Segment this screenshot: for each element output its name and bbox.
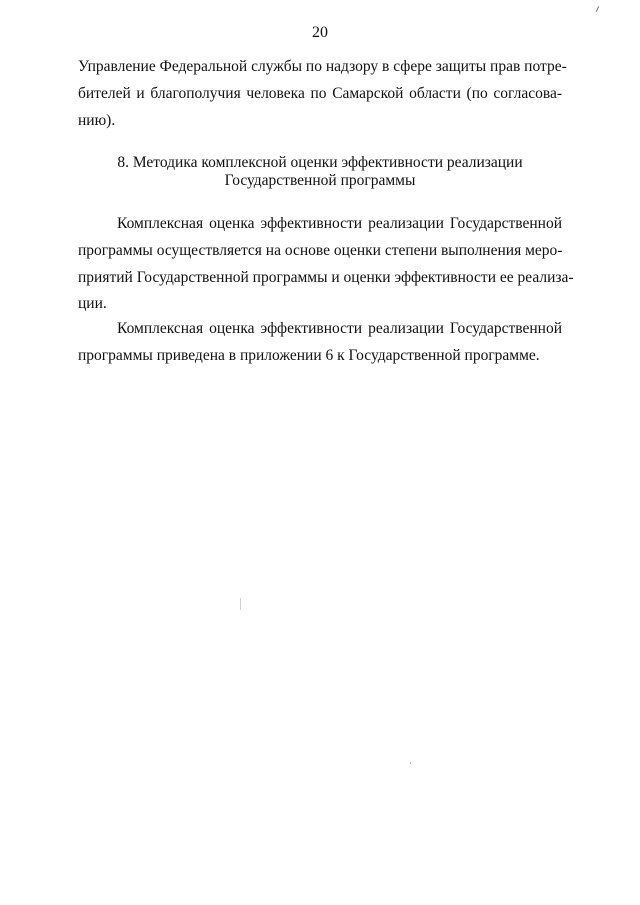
text-line: программы приведена в приложении 6 к Государственной программе. xyxy=(78,347,540,364)
text-line: Комплексная оценка эффективности реализации Государственной xyxy=(117,215,562,232)
heading-line: Государственной программы xyxy=(224,172,416,189)
heading-line: 8. Методика комплексной оценки эффективности реализации xyxy=(117,154,523,171)
text-line: программы осуществляется на основе оценки степени выполнения меро- xyxy=(78,242,563,259)
scan-mark xyxy=(240,598,241,610)
text-line: ции. xyxy=(78,295,107,312)
text-line: приятий Государственной программы и оценки эффективности ее реализа- xyxy=(78,269,574,286)
scan-mark xyxy=(410,762,411,764)
text-line: Управление Федеральной службы по надзору в сфере защиты прав потре- xyxy=(78,58,567,75)
text-line: бителей и благополучия человека по Самарской области (по согласова- xyxy=(78,85,562,102)
text-line: нию). xyxy=(78,112,116,129)
page-number: 20 xyxy=(312,24,328,41)
text-line: Комплексная оценка эффективности реализации Государственной xyxy=(117,320,562,337)
scan-mark xyxy=(596,6,599,12)
